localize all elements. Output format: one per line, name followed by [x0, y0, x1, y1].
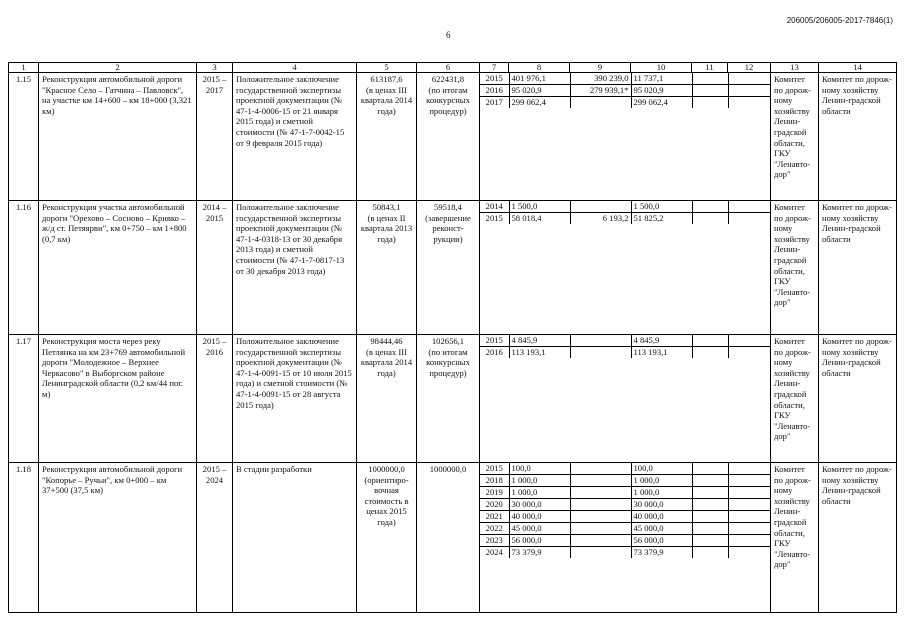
financing-regional: 1 000,0 [631, 475, 692, 487]
financing-other [728, 201, 771, 213]
financing-other [728, 347, 771, 359]
responsible-organization: Комитет по дорож-ному хозяйству Ленин-градской области [819, 463, 897, 613]
column-number: 10 [631, 63, 692, 73]
financing-local [692, 535, 728, 547]
column-number: 5 [357, 63, 417, 73]
financing-regional: 30 000,0 [631, 499, 692, 511]
responsible-organization: Комитет по дорож-ному хозяйству Ленин-градской области [819, 73, 897, 201]
implementation-period: 2015 – 2017 [197, 73, 233, 201]
financing-row [480, 347, 771, 359]
financing-row [480, 335, 771, 347]
implementation-period: 2015 – 2016 [197, 335, 233, 463]
documentation-basis: Положительное заключение государственной экспертизы проектной документации (№ 47-1-4-0318-13 от 30 декабря 2013 года) и сметной стоимости (№ 47-1-7-0817-13 от 30 декабря 2013 года) [233, 201, 357, 335]
financing-row [480, 535, 771, 547]
financing-total: 1 500,0 [509, 201, 570, 213]
customer-organization: Комитет по дорож-ному хозяйству Ленин-градской области, ГКУ "Ленавто-дор" [771, 73, 819, 201]
estimated-cost: 613187,6 (в ценах III квартала 2014 года) [357, 73, 417, 201]
estimated-cost: 1000000,0 (ориентиро-вочная стоимость в ценах 2015 года) [357, 463, 417, 613]
financing-federal [570, 201, 631, 213]
financing-regional: 95 020,9 [631, 85, 692, 97]
financing-row [480, 97, 771, 109]
financing-federal [570, 335, 631, 347]
financing-local [692, 201, 728, 213]
column-number: 2 [39, 63, 197, 73]
financing-table [480, 463, 771, 558]
financing-regional: 73 379,9 [631, 547, 692, 559]
customer-organization: Комитет по дорож-ному хозяйству Ленин-градской области, ГКУ "Ленавто-дор" [771, 335, 819, 463]
financing-year: 2017 [480, 97, 509, 109]
financing-other [728, 535, 771, 547]
estimated-cost: 98444,46 (в ценах III квартала 2014 года) [357, 335, 417, 463]
financing-year: 2023 [480, 535, 509, 547]
financing-row [480, 85, 771, 97]
financing-local [692, 523, 728, 535]
financing-year: 2015 [480, 213, 509, 225]
table-row [9, 463, 897, 613]
financing-regional: 4 845,9 [631, 335, 692, 347]
total-cost: 622431,8 (по итогам конкурсных процедур) [417, 73, 480, 201]
column-number: 14 [819, 63, 897, 73]
financing-total: 40 000,0 [509, 511, 570, 523]
financing-federal [570, 347, 631, 359]
financing-year: 2022 [480, 523, 509, 535]
object-name: Реконструкция моста через реку Петлянка на км 23+769 автомобильной дороги "Молодежное – Верхнее Черкасово" в Выборгском районе Ленинградской области (0,2 км/44 пог. м) [39, 335, 197, 463]
financing-regional: 11 737,1 [631, 73, 692, 85]
financing-regional: 40 000,0 [631, 511, 692, 523]
financing-other [728, 511, 771, 523]
financing-total: 1 000,0 [509, 475, 570, 487]
financing-local [692, 97, 728, 109]
table-row [9, 73, 897, 201]
financing-row [480, 523, 771, 535]
financing-federal: 6 193,2 [570, 213, 631, 225]
responsible-organization: Комитет по дорож-ному хозяйству Ленин-градской области [819, 201, 897, 335]
financing-other [728, 523, 771, 535]
financing-row [480, 511, 771, 523]
financing-federal: 279 939,1* [570, 85, 631, 97]
object-name: Реконструкция автомобильной дороги "Копорье – Ручьи", км 0+000 – км 37+500 (37,5 км) [39, 463, 197, 613]
financing-total: 73 379,9 [509, 547, 570, 559]
financing-row [480, 213, 771, 225]
financing-row [480, 201, 771, 213]
object-name: Реконструкция участка автомобильной дороги "Орехово – Сосново – Кривко – ж/д ст. Петяярви", км 0+750 – км 1+800 (0,7 км) [39, 201, 197, 335]
financing-table [480, 201, 771, 224]
financing-other [728, 547, 771, 559]
documentation-basis: Положительное заключение государственной экспертизы проектной документации (№ 47-1-4-0091-15 от 10 июля 2015 года) и сметной стоимости (№ 47-1-4-0091-15 от 28 августа 2015 года) [233, 335, 357, 463]
financing-federal [570, 511, 631, 523]
financing-federal [570, 499, 631, 511]
financing-regional: 1 500,0 [631, 201, 692, 213]
financing-total: 95 020,9 [509, 85, 570, 97]
financing-local [692, 85, 728, 97]
financing-other [728, 499, 771, 511]
financing-cell [480, 335, 771, 463]
row-number: 1.15 [9, 73, 39, 201]
financing-other [728, 97, 771, 109]
financing-table [480, 335, 771, 358]
financing-local [692, 499, 728, 511]
financing-year: 2018 [480, 475, 509, 487]
financing-year: 2024 [480, 547, 509, 559]
financing-local [692, 463, 728, 475]
total-cost: 1000000,0 [417, 463, 480, 613]
financing-year: 2015 [480, 73, 509, 85]
column-number: 4 [233, 63, 357, 73]
financing-local [692, 475, 728, 487]
total-cost: 102656,1 (по итогам конкурсных процедур) [417, 335, 480, 463]
page-number: 6 [446, 30, 451, 40]
document-reference: 206005/206005-2017-7846(1) [786, 16, 893, 25]
financing-row [480, 73, 771, 85]
financing-year: 2016 [480, 347, 509, 359]
financing-regional: 56 000,0 [631, 535, 692, 547]
financing-federal: 390 239,0 [570, 73, 631, 85]
responsible-organization: Комитет по дорож-ному хозяйству Ленин-градской области [819, 335, 897, 463]
financing-total: 30 000,0 [509, 499, 570, 511]
financing-other [728, 487, 771, 499]
financing-regional: 45 000,0 [631, 523, 692, 535]
financing-regional: 113 193,1 [631, 347, 692, 359]
column-number: 3 [197, 63, 233, 73]
financing-federal [570, 547, 631, 559]
table-row [9, 201, 897, 335]
financing-row [480, 487, 771, 499]
column-number: 1 [9, 63, 39, 73]
financing-other [728, 73, 771, 85]
financing-other [728, 213, 771, 225]
financing-year: 2021 [480, 511, 509, 523]
financing-federal [570, 97, 631, 109]
financing-cell [480, 463, 771, 613]
implementation-period: 2014 – 2015 [197, 201, 233, 335]
financing-year: 2019 [480, 487, 509, 499]
financing-regional: 100,0 [631, 463, 692, 475]
financing-local [692, 511, 728, 523]
financing-local [692, 347, 728, 359]
financing-regional: 299 062,4 [631, 97, 692, 109]
financing-row [480, 499, 771, 511]
financing-federal [570, 523, 631, 535]
financing-row [480, 547, 771, 559]
financing-federal [570, 463, 631, 475]
program-table [8, 62, 897, 613]
column-number: 13 [771, 63, 819, 73]
financing-row [480, 463, 771, 475]
financing-federal [570, 475, 631, 487]
financing-federal [570, 487, 631, 499]
row-number: 1.16 [9, 201, 39, 335]
customer-organization: Комитет по дорож-ному хозяйству Ленин-градской области, ГКУ "Ленавто-дор" [771, 201, 819, 335]
table-row [9, 335, 897, 463]
financing-year: 2015 [480, 335, 509, 347]
financing-local [692, 213, 728, 225]
financing-local [692, 73, 728, 85]
documentation-basis: Положительное заключение государственной экспертизы проектной документации (№ 47-1-4-0006-15 от 21 января 2015 года) и сметной стоимости (№ 47-1-7-0042-15 от 9 февраля 2015 года) [233, 73, 357, 201]
financing-total: 401 976,1 [509, 73, 570, 85]
financing-regional: 1 000,0 [631, 487, 692, 499]
financing-total: 56 000,0 [509, 535, 570, 547]
customer-organization: Комитет по дорож-ному хозяйству Ленин-градской области, ГКУ "Ленавто-дор" [771, 463, 819, 613]
financing-regional: 51 825,2 [631, 213, 692, 225]
column-number: 11 [692, 63, 728, 73]
financing-total: 1 000,0 [509, 487, 570, 499]
financing-year: 2014 [480, 201, 509, 213]
financing-total: 100,0 [509, 463, 570, 475]
row-number: 1.17 [9, 335, 39, 463]
column-number: 6 [417, 63, 480, 73]
financing-local [692, 547, 728, 559]
financing-local [692, 487, 728, 499]
financing-cell [480, 73, 771, 201]
financing-year: 2015 [480, 463, 509, 475]
estimated-cost: 50843,1 (в ценах II квартала 2013 года) [357, 201, 417, 335]
financing-other [728, 463, 771, 475]
financing-other [728, 335, 771, 347]
financing-row [480, 475, 771, 487]
total-cost: 59518,4 (завершение реконст-рукции) [417, 201, 480, 335]
documentation-basis: В стадии разработки [233, 463, 357, 613]
financing-cell [480, 201, 771, 335]
financing-other [728, 475, 771, 487]
financing-local [692, 335, 728, 347]
implementation-period: 2015 – 2024 [197, 463, 233, 613]
financing-total: 4 845,9 [509, 335, 570, 347]
column-number-row [9, 63, 897, 73]
financing-year: 2020 [480, 499, 509, 511]
column-number: 12 [728, 63, 771, 73]
financing-total: 45 000,0 [509, 523, 570, 535]
financing-total: 113 193,1 [509, 347, 570, 359]
financing-table [480, 73, 771, 108]
column-number: 8 [509, 63, 570, 73]
financing-total: 299 062,4 [509, 97, 570, 109]
row-number: 1.18 [9, 463, 39, 613]
object-name: Реконструкция автомобильной дороги "Красное Село – Гатчина – Павловск", на участке км 14+600 – км 18+000 (3,321 км) [39, 73, 197, 201]
column-number: 9 [570, 63, 631, 73]
financing-total: 58 018,4 [509, 213, 570, 225]
financing-federal [570, 535, 631, 547]
column-number: 7 [480, 63, 509, 73]
financing-year: 2016 [480, 85, 509, 97]
financing-other [728, 85, 771, 97]
